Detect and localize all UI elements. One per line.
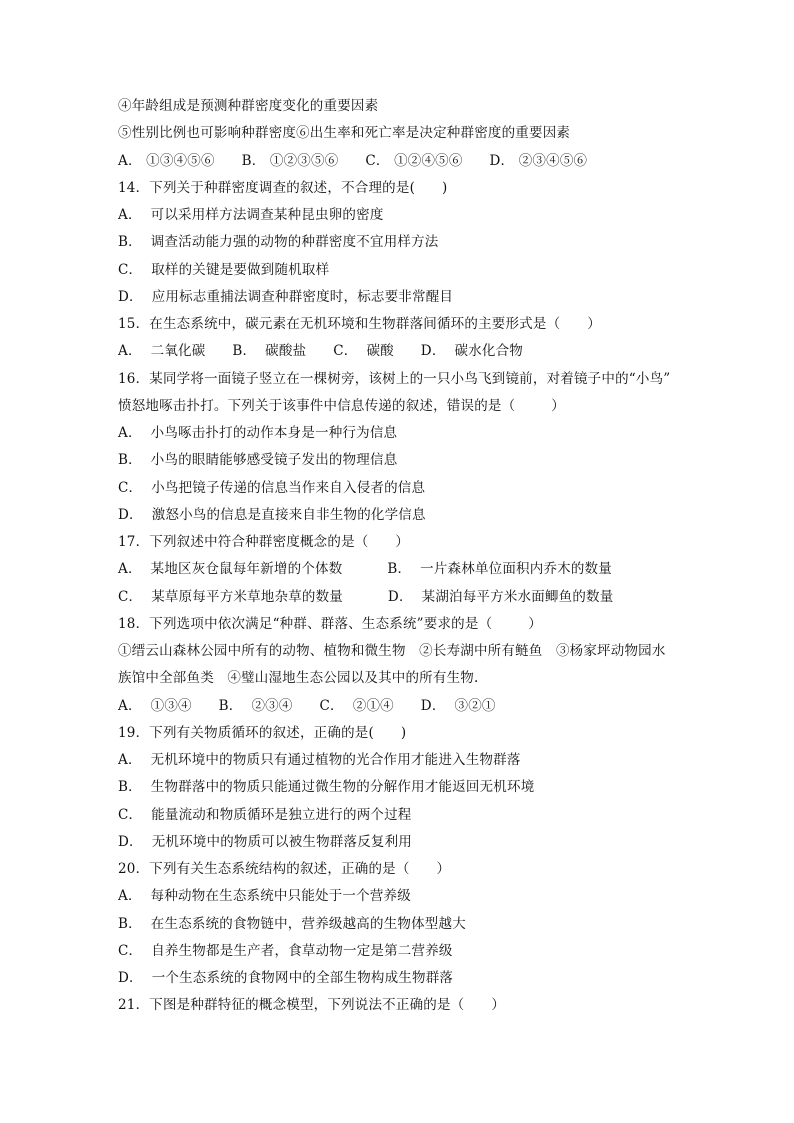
options-ab: A． 某地区灰仓鼠每年新增的个体数 B． 一片森林单位面积内乔木的数量 <box>118 561 612 577</box>
question-19: 19．下列有关物质循环的叙述，正确的是( ) <box>118 725 407 741</box>
option-d: D． 应用标志重捕法调查种群密度时，标志要非常醒目 <box>118 289 454 305</box>
question-14: 14．下列关于种群密度调查的叙述，不合理的是( ) <box>118 180 448 196</box>
question-16: 16．某同学将一面镜子竖立在一棵树旁，该树上的一只小鸟飞到镜前，对着镜子中的“小鸟” <box>118 371 671 387</box>
option-c: C． 小鸟把镜子传递的信息当作来自入侵者的信息 <box>118 480 426 496</box>
question-21: 21．下图是种群特征的概念模型，下列说法不正确的是（ ） <box>118 997 506 1013</box>
option-a: A． 无机环境中的物质只有通过植物的光合作用才能进入生物群落 <box>118 752 521 768</box>
option-a: A． 可以采用样方法调查某种昆虫卵的密度 <box>118 207 384 223</box>
answer-options: A． 二氧化碳 B． 碳酸盐 C． 碳酸 D． 碳水化合物 <box>118 343 523 359</box>
option-c: C． 能量流动和物质循环是独立进行的两个过程 <box>118 807 412 823</box>
question-18-items: ①缙云山森林公园中所有的动物、植物和微生物 ②长寿湖中所有鲢鱼 ③杨家坪动物园水 <box>118 643 666 659</box>
option-d: D． 一个生态系统的食物网中的全部生物构成生物群落 <box>118 970 454 986</box>
option-c: C． 自养生物都是生产者，食草动物一定是第二营养级 <box>118 943 453 959</box>
answer-options: A． ①③④ B． ②③④ C． ②①④ D． ③②① <box>118 698 496 714</box>
option-b: B． 在生态系统的食物链中，营养级越高的生物体型越大 <box>118 916 466 932</box>
option-b: B． 生物群落中的物质只能通过微生物的分解作用才能返回无机环境 <box>118 779 535 795</box>
question-18-items-cont: 族馆中全部鱼类 ④璧山湿地生态公园以及其中的所有生物. <box>118 670 479 686</box>
option-b: B． 小鸟的眼睛能够感受镜子发出的物理信息 <box>118 452 398 468</box>
text-line: ④年龄组成是预测种群密度变化的重要因素 <box>118 98 379 114</box>
options-cd: C． 某草原每平方米草地杂草的数量 D． 某湖泊每平方米水面鲫鱼的数量 <box>118 589 614 605</box>
text-line: ⑤性别比例也可影响种群密度⑥出生率和死亡率是决定种群密度的重要因素 <box>118 125 571 141</box>
option-d: D． 激怒小鸟的信息是直接来自非生物的化学信息 <box>118 507 426 523</box>
answer-options: A． ①③④⑤⑥ B． ①②③⑤⑥ C． ①②④⑤⑥ D． ②③④⑤⑥ <box>118 153 588 169</box>
question-20: 20．下列有关生态系统结构的叙述，正确的是（ ） <box>118 861 451 877</box>
option-d: D． 无机环境中的物质可以被生物群落反复利用 <box>118 834 413 850</box>
question-15: 15．在生态系统中，碳元素在无机环境和生物群落间循环的主要形式是（ ） <box>118 316 601 332</box>
question-18: 18．下列选项中依次满足“种群、群落、生态系统”要求的是（ ） <box>118 616 542 632</box>
option-b: B． 调查活动能力强的动物的种群密度不宜用样方法 <box>118 234 439 250</box>
option-c: C． 取样的关键是要做到随机取样 <box>118 262 330 278</box>
option-a: A． 小鸟啄击扑打的动作本身是一种行为信息 <box>118 425 398 441</box>
question-16-cont: 愤怒地啄击扑打。下列关于该事件中信息传递的叙述，错误的是（ ） <box>118 398 565 414</box>
option-a: A． 每种动物在生态系统中只能处于一个营养级 <box>118 888 411 904</box>
question-17: 17．下列叙述中符合种群密度概念的是（ ） <box>118 534 410 550</box>
